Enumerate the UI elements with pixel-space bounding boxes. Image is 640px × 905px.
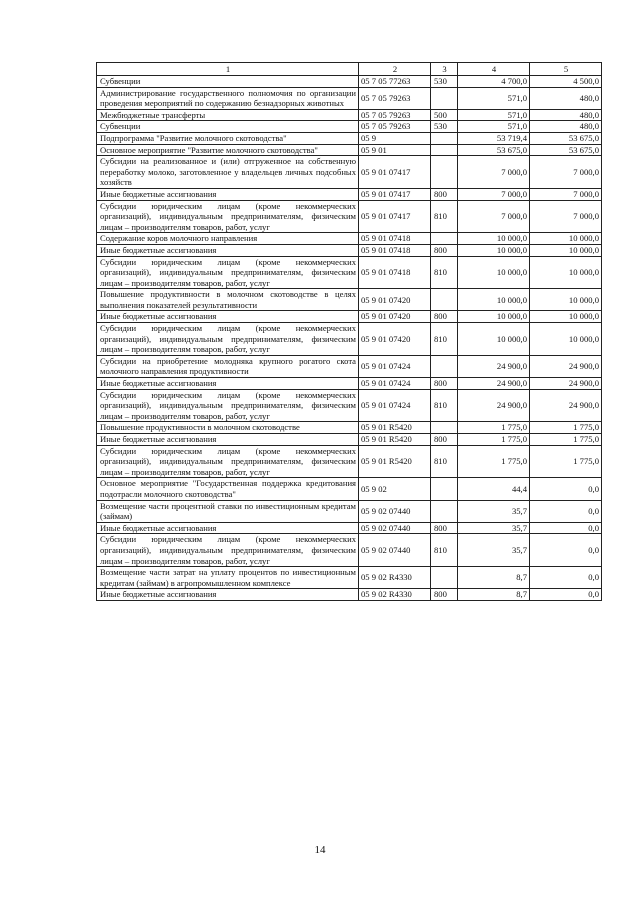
item-value-col5: 24 900,0 [530, 378, 602, 390]
table-row [97, 76, 602, 88]
item-name: Иные бюджетные ассигнования [97, 589, 359, 601]
item-code: 05 9 01 07420 [359, 289, 431, 311]
item-name: Субсидии юридическим лицам (кроме некоммерческих организаций), индивидуальным предпринимателям, физическим лицам – производителям товаров, работ, услуг [97, 445, 359, 478]
item-type [431, 132, 458, 144]
item-value-col5: 0,0 [530, 589, 602, 601]
item-value-col4: 7 000,0 [458, 188, 530, 200]
table-row [97, 289, 602, 311]
item-value-col5: 10 000,0 [530, 233, 602, 245]
item-code: 05 7 05 79263 [359, 109, 431, 121]
item-name: Иные бюджетные ассигнования [97, 311, 359, 323]
item-value-col4: 24 900,0 [458, 355, 530, 377]
item-name: Субсидии юридическим лицам (кроме некоммерческих организаций), индивидуальным предпринимателям, физическим лицам – производителям товаров, работ, услуг [97, 200, 359, 233]
item-code: 05 7 05 79263 [359, 87, 431, 109]
item-type [431, 144, 458, 156]
item-name: Субсидии на приобретение молодняка крупного рогатого скота молочного направления продуктивности [97, 355, 359, 377]
item-type: 810 [431, 445, 458, 478]
item-value-col5: 480,0 [530, 121, 602, 133]
item-code: 05 9 01 07417 [359, 200, 431, 233]
table-row [97, 256, 602, 289]
item-code: 05 7 05 77263 [359, 76, 431, 88]
item-type [431, 567, 458, 589]
item-name: Повышение продуктивности в молочном скотоводстве в целях выполнения показателей результативности [97, 289, 359, 311]
item-name: Возмещение части затрат на уплату процентов по инвестиционным кредитам (займам) в агропромышленном комплексе [97, 567, 359, 589]
item-name: Содержание коров молочного направления [97, 233, 359, 245]
item-value-col4: 10 000,0 [458, 244, 530, 256]
item-code: 05 9 01 R5420 [359, 422, 431, 434]
item-code: 05 9 02 07440 [359, 500, 431, 522]
item-value-col5: 0,0 [530, 478, 602, 500]
item-value-col4: 571,0 [458, 109, 530, 121]
table-row [97, 500, 602, 522]
item-name: Основное мероприятие "Государственная поддержка кредитования подотрасли молочного скотоводства" [97, 478, 359, 500]
item-value-col4: 24 900,0 [458, 389, 530, 422]
item-code: 05 9 01 07418 [359, 256, 431, 289]
item-code: 05 9 01 [359, 144, 431, 156]
item-value-col5: 53 675,0 [530, 132, 602, 144]
page-number: 14 [314, 844, 326, 856]
table-body [97, 63, 602, 601]
item-value-col4: 7 000,0 [458, 156, 530, 189]
item-value-col4: 24 900,0 [458, 378, 530, 390]
item-name: Иные бюджетные ассигнования [97, 188, 359, 200]
item-type: 530 [431, 121, 458, 133]
item-value-col5: 4 500,0 [530, 76, 602, 88]
item-type: 800 [431, 589, 458, 601]
item-value-col5: 7 000,0 [530, 156, 602, 189]
item-value-col4: 44,4 [458, 478, 530, 500]
item-value-col4: 8,7 [458, 567, 530, 589]
item-value-col4: 35,7 [458, 522, 530, 534]
item-name: Субсидии на реализованное и (или) отгруженное на собственную переработку молоко, заготовленное у владельцев личных подсобных хозяйств [97, 156, 359, 189]
table-row [97, 121, 602, 133]
item-code: 05 9 [359, 132, 431, 144]
item-value-col5: 0,0 [530, 500, 602, 522]
item-value-col4: 35,7 [458, 500, 530, 522]
item-value-col5: 24 900,0 [530, 389, 602, 422]
item-type: 810 [431, 256, 458, 289]
item-name: Иные бюджетные ассигнования [97, 522, 359, 534]
item-type: 800 [431, 311, 458, 323]
item-value-col4: 10 000,0 [458, 323, 530, 356]
table-row [97, 200, 602, 233]
item-value-col5: 480,0 [530, 109, 602, 121]
table-row [97, 478, 602, 500]
table-row [97, 378, 602, 390]
item-name: Межбюджетные трансферты [97, 109, 359, 121]
table-row [97, 534, 602, 567]
item-code: 05 9 01 R5420 [359, 445, 431, 478]
item-value-col5: 7 000,0 [530, 200, 602, 233]
table-row [97, 244, 602, 256]
item-value-col5: 10 000,0 [530, 256, 602, 289]
table-row [97, 445, 602, 478]
item-type [431, 478, 458, 500]
item-name: Возмещение части процентной ставки по инвестиционным кредитам (займам) [97, 500, 359, 522]
item-type: 800 [431, 244, 458, 256]
item-name: Субвенции [97, 76, 359, 88]
table-row [97, 567, 602, 589]
item-value-col5: 0,0 [530, 567, 602, 589]
item-code: 05 9 02 [359, 478, 431, 500]
item-value-col5: 1 775,0 [530, 445, 602, 478]
item-name: Субвенции [97, 121, 359, 133]
item-value-col5: 10 000,0 [530, 323, 602, 356]
table-row [97, 355, 602, 377]
table-row [97, 589, 602, 601]
item-code: 05 9 01 07424 [359, 378, 431, 390]
item-name: Иные бюджетные ассигнования [97, 378, 359, 390]
table-row [97, 109, 602, 121]
item-code: 05 9 01 07417 [359, 156, 431, 189]
item-code: 05 9 02 07440 [359, 534, 431, 567]
item-type [431, 156, 458, 189]
item-type [431, 289, 458, 311]
item-value-col4: 35,7 [458, 534, 530, 567]
column-number-1: 1 [97, 63, 359, 76]
item-value-col4: 10 000,0 [458, 256, 530, 289]
column-number-4: 4 [458, 63, 530, 76]
item-type: 500 [431, 109, 458, 121]
item-type: 530 [431, 76, 458, 88]
item-value-col4: 1 775,0 [458, 445, 530, 478]
table-row [97, 323, 602, 356]
item-code: 05 9 01 07417 [359, 188, 431, 200]
item-name: Подпрограмма "Развитие молочного скотоводства" [97, 132, 359, 144]
table-row [97, 144, 602, 156]
table-row [97, 422, 602, 434]
item-value-col5: 480,0 [530, 87, 602, 109]
item-value-col4: 10 000,0 [458, 311, 530, 323]
item-code: 05 7 05 79263 [359, 121, 431, 133]
item-type: 800 [431, 188, 458, 200]
item-value-col5: 7 000,0 [530, 188, 602, 200]
item-code: 05 9 01 07420 [359, 311, 431, 323]
column-number-5: 5 [530, 63, 602, 76]
item-value-col4: 7 000,0 [458, 200, 530, 233]
table-row [97, 156, 602, 189]
item-type: 810 [431, 200, 458, 233]
item-type: 810 [431, 323, 458, 356]
table-row [97, 188, 602, 200]
item-value-col5: 10 000,0 [530, 311, 602, 323]
item-code: 05 9 01 07424 [359, 355, 431, 377]
item-type [431, 87, 458, 109]
item-name: Основное мероприятие "Развитие молочного скотоводства" [97, 144, 359, 156]
item-type [431, 233, 458, 245]
table-row [97, 522, 602, 534]
item-code: 05 9 01 07420 [359, 323, 431, 356]
table-row [97, 434, 602, 446]
item-value-col4: 1 775,0 [458, 422, 530, 434]
item-type [431, 355, 458, 377]
item-code: 05 9 02 R4330 [359, 567, 431, 589]
item-value-col5: 24 900,0 [530, 355, 602, 377]
item-value-col4: 1 775,0 [458, 434, 530, 446]
item-type [431, 422, 458, 434]
item-value-col4: 4 700,0 [458, 76, 530, 88]
budget-table [96, 62, 602, 601]
item-value-col5: 10 000,0 [530, 289, 602, 311]
item-value-col4: 571,0 [458, 121, 530, 133]
item-name: Иные бюджетные ассигнования [97, 434, 359, 446]
item-name: Повышение продуктивности в молочном скотоводстве [97, 422, 359, 434]
table-row [97, 311, 602, 323]
item-name: Субсидии юридическим лицам (кроме некоммерческих организаций), индивидуальным предпринимателям, физическим лицам – производителям товаров, работ, услуг [97, 323, 359, 356]
item-code: 05 9 01 07424 [359, 389, 431, 422]
table-row [97, 87, 602, 109]
item-type: 810 [431, 534, 458, 567]
column-number-3: 3 [431, 63, 458, 76]
item-name: Субсидии юридическим лицам (кроме некоммерческих организаций), индивидуальным предпринимателям, физическим лицам – производителям товаров, работ, услуг [97, 534, 359, 567]
item-type: 800 [431, 434, 458, 446]
item-value-col5: 10 000,0 [530, 244, 602, 256]
table-row [97, 233, 602, 245]
item-code: 05 9 01 07418 [359, 244, 431, 256]
item-type: 800 [431, 378, 458, 390]
item-value-col5: 1 775,0 [530, 422, 602, 434]
item-type: 810 [431, 389, 458, 422]
item-value-col5: 53 675,0 [530, 144, 602, 156]
item-value-col4: 10 000,0 [458, 233, 530, 245]
item-name: Субсидии юридическим лицам (кроме некоммерческих организаций), индивидуальным предпринимателям, физическим лицам – производителям товаров, работ, услуг [97, 389, 359, 422]
table-row [97, 389, 602, 422]
item-value-col4: 53 719,4 [458, 132, 530, 144]
item-code: 05 9 02 R4330 [359, 589, 431, 601]
item-value-col5: 0,0 [530, 522, 602, 534]
item-code: 05 9 02 07440 [359, 522, 431, 534]
item-type [431, 500, 458, 522]
item-value-col5: 1 775,0 [530, 434, 602, 446]
item-name: Администрирование государственного полномочия по организации проведения мероприятий по содержанию безнадзорных животных [97, 87, 359, 109]
item-value-col4: 10 000,0 [458, 289, 530, 311]
table-row [97, 132, 602, 144]
item-name: Иные бюджетные ассигнования [97, 244, 359, 256]
item-name: Субсидии юридическим лицам (кроме некоммерческих организаций), индивидуальным предпринимателям, физическим лицам – производителям товаров, работ, услуг [97, 256, 359, 289]
item-code: 05 9 01 R5420 [359, 434, 431, 446]
column-number-row [97, 63, 602, 76]
item-type: 800 [431, 522, 458, 534]
item-code: 05 9 01 07418 [359, 233, 431, 245]
column-number-2: 2 [359, 63, 431, 76]
item-value-col4: 571,0 [458, 87, 530, 109]
item-value-col4: 8,7 [458, 589, 530, 601]
item-value-col5: 0,0 [530, 534, 602, 567]
item-value-col4: 53 675,0 [458, 144, 530, 156]
